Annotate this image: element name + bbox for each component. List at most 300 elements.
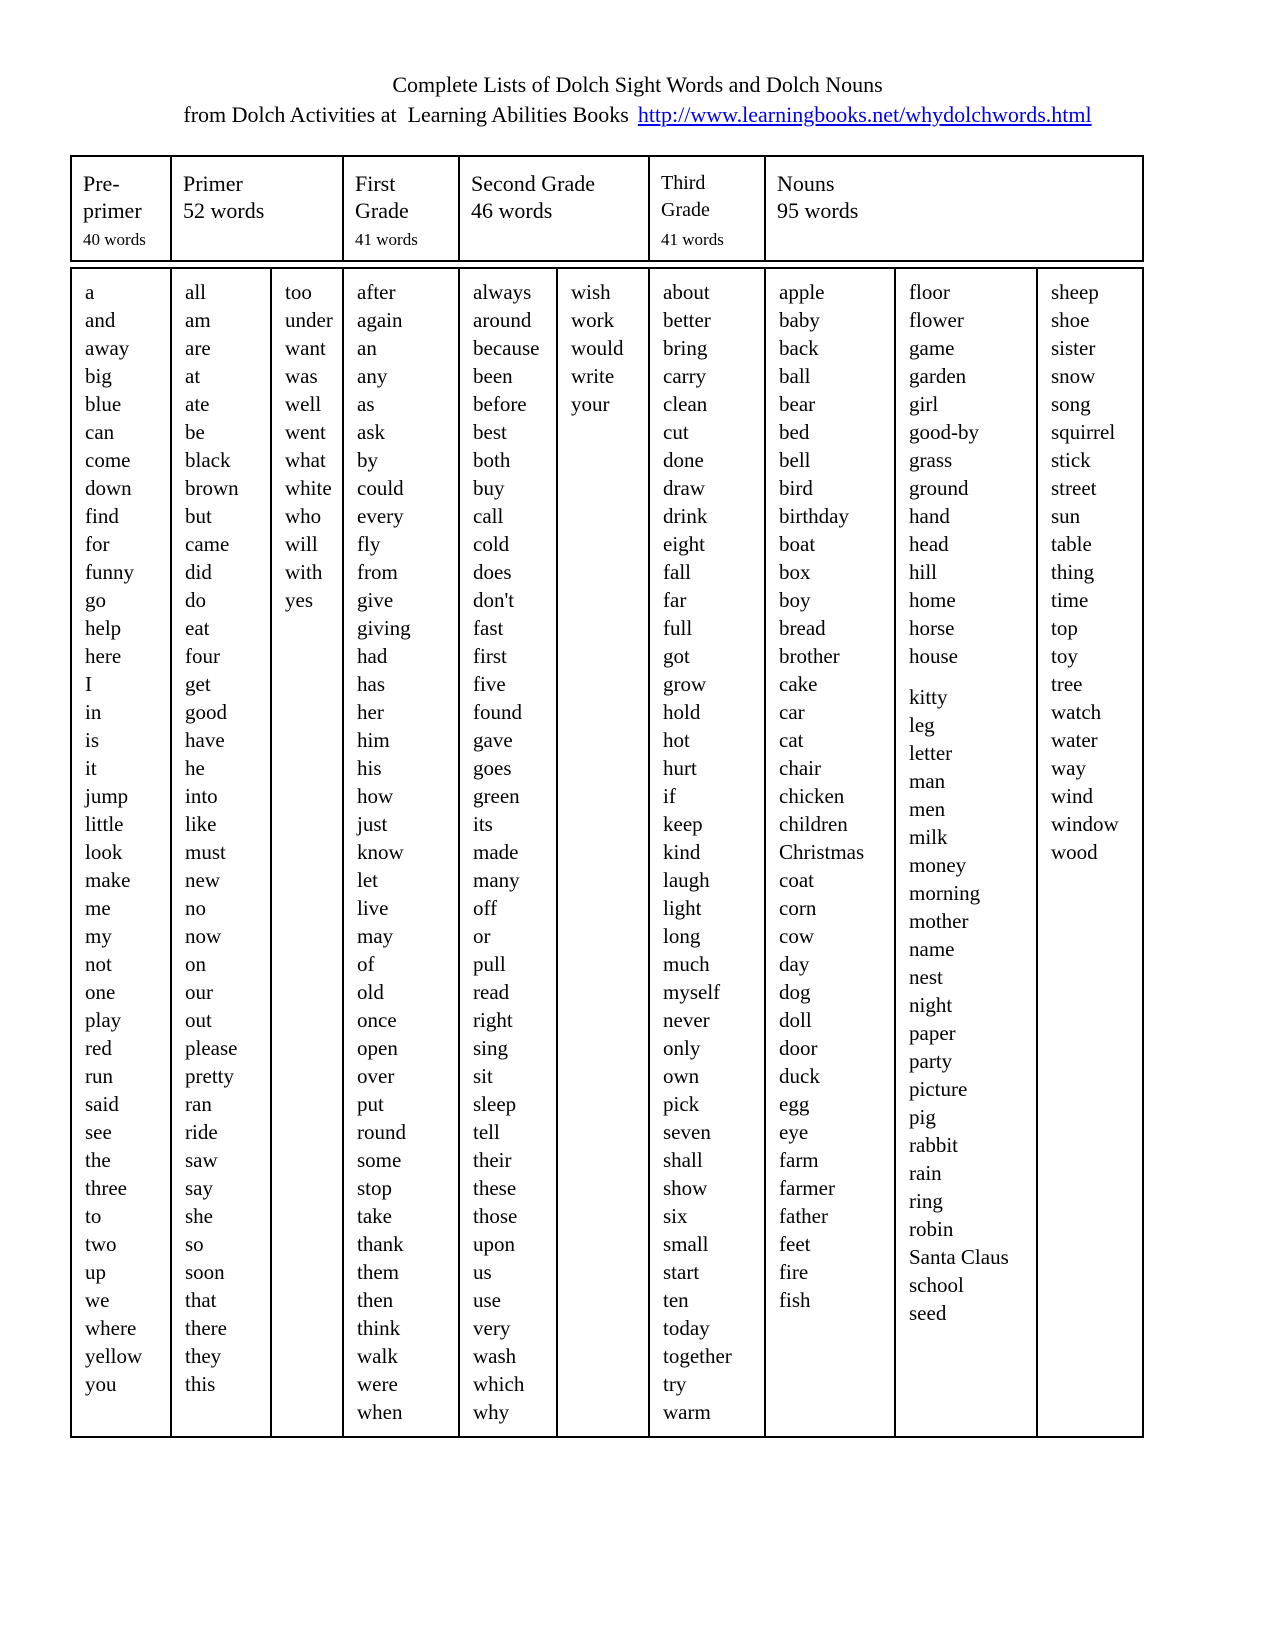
word-item: said [85, 1092, 119, 1116]
word-item: how [357, 784, 394, 808]
word-item: can [85, 420, 115, 444]
word-item: milk [909, 825, 948, 849]
word-item: game [909, 336, 955, 360]
word-item: goes [473, 756, 512, 780]
word-item: any [357, 364, 388, 388]
word-item: open [357, 1036, 398, 1060]
word-item: is [85, 728, 100, 752]
word-item: off [473, 896, 498, 920]
word-item: now [185, 924, 222, 948]
word-item: keep [663, 812, 703, 836]
word-item: they [185, 1344, 222, 1368]
word-item: sister [1051, 336, 1096, 360]
word-item: well [285, 392, 322, 416]
word-item: money [909, 853, 967, 877]
word-item: play [85, 1008, 122, 1032]
word-item: on [185, 952, 206, 976]
column-header-first-grade [344, 157, 460, 260]
word-item: all [185, 280, 206, 304]
word-item: home [909, 588, 956, 612]
word-item: eight [663, 532, 705, 556]
word-item: pick [663, 1092, 700, 1116]
word-item: way [1051, 756, 1086, 780]
word-item: new [185, 868, 220, 892]
word-item: say [185, 1176, 213, 1200]
word-item: many [473, 868, 520, 892]
word-item: where [85, 1316, 137, 1340]
word-item: here [85, 644, 122, 668]
word-item: jump [85, 784, 129, 808]
word-item: use [473, 1288, 501, 1312]
word-item: four [185, 644, 220, 668]
word-item: school [909, 1273, 964, 1297]
word-item: one [85, 980, 116, 1004]
word-item: table [1051, 532, 1092, 556]
word-item: make [85, 868, 131, 892]
word-item: grass [909, 448, 953, 472]
word-item: red [85, 1036, 112, 1060]
column-title-line: First [355, 171, 396, 196]
word-item: hold [663, 700, 701, 724]
word-item: girl [909, 392, 939, 416]
word-item: own [663, 1064, 700, 1088]
word-list-first-grade-1 [344, 269, 460, 1436]
word-item: once [357, 1008, 397, 1032]
column-header-third-grade [650, 157, 766, 260]
word-item: door [779, 1036, 818, 1060]
word-item: kind [663, 840, 701, 864]
word-item: like [185, 812, 217, 836]
word-item: horse [909, 616, 955, 640]
word-item: drink [663, 504, 708, 528]
word-item: children [779, 812, 848, 836]
word-item: very [473, 1316, 511, 1340]
word-item: soon [185, 1260, 225, 1284]
word-item: watch [1051, 700, 1102, 724]
word-item: bed [779, 420, 810, 444]
table-header-row [70, 155, 1144, 262]
word-item: feet [779, 1232, 811, 1256]
word-item: so [185, 1232, 204, 1256]
word-item: want [285, 336, 326, 360]
word-item: fire [779, 1260, 809, 1284]
word-item: try [663, 1372, 687, 1396]
word-item: shoe [1051, 308, 1090, 332]
word-item: coat [779, 868, 814, 892]
word-item: eye [779, 1120, 809, 1144]
page-subtitle [0, 100, 1275, 130]
word-list-nouns-1 [766, 269, 896, 1436]
word-item: egg [779, 1092, 810, 1116]
word-item: hot [663, 728, 690, 752]
word-item: morning [909, 881, 981, 905]
column-title-line: primer [83, 198, 142, 223]
word-item: fish [779, 1288, 811, 1312]
word-item: at [185, 364, 201, 388]
word-item: too [285, 280, 312, 304]
word-item: about [663, 280, 710, 304]
word-item: green [473, 784, 520, 808]
word-item: our [185, 980, 213, 1004]
word-item: toy [1051, 644, 1078, 668]
word-item: give [357, 588, 394, 612]
word-item: seed [909, 1301, 947, 1325]
word-item: always [473, 280, 532, 304]
word-item: blue [85, 392, 122, 416]
word-item: hand [909, 504, 950, 528]
word-item: time [1051, 588, 1089, 612]
word-item: around [473, 308, 532, 332]
table-body-row [70, 267, 1144, 1438]
word-item: he [185, 756, 205, 780]
word-item: look [85, 840, 123, 864]
word-item: she [185, 1204, 213, 1228]
word-item: together [663, 1344, 732, 1368]
word-item: to [85, 1204, 102, 1228]
word-item: out [185, 1008, 212, 1032]
word-item: cut [663, 420, 689, 444]
word-item: I [85, 672, 92, 696]
word-item: must [185, 840, 226, 864]
column-title-line: Grade [355, 198, 409, 223]
word-item: who [285, 504, 322, 528]
word-item: why [473, 1400, 510, 1424]
word-item: much [663, 952, 710, 976]
word-item: house [909, 644, 958, 668]
word-item: hill [909, 560, 938, 584]
word-item: head [909, 532, 949, 556]
word-item: there [185, 1316, 227, 1340]
word-item: warm [663, 1400, 711, 1424]
word-item: because [473, 336, 540, 360]
word-item: into [185, 784, 218, 808]
word-item: yes [285, 588, 313, 612]
word-item: apple [779, 280, 825, 304]
word-item: we [85, 1288, 110, 1312]
word-item: light [663, 896, 702, 920]
word-item: my [85, 924, 112, 948]
word-item: some [357, 1148, 402, 1172]
word-item: pig [909, 1105, 936, 1129]
word-item: see [85, 1120, 112, 1144]
word-item: which [473, 1372, 525, 1396]
word-item: its [473, 812, 493, 836]
word-item: laugh [663, 868, 710, 892]
word-item: ran [185, 1092, 212, 1116]
word-item: have [185, 728, 225, 752]
column-word-count: 95 words [777, 198, 859, 223]
word-item: street [1051, 476, 1097, 500]
word-item: just [357, 812, 388, 836]
word-item: rabbit [909, 1133, 958, 1157]
word-item: garden [909, 364, 967, 388]
word-item: away [85, 336, 130, 360]
word-item: an [357, 336, 377, 360]
word-item: best [473, 420, 507, 444]
word-item: top [1051, 616, 1078, 640]
word-item: cow [779, 924, 814, 948]
word-item: work [571, 308, 615, 332]
word-item: black [185, 448, 231, 472]
word-item: clean [663, 392, 708, 416]
word-item: take [357, 1204, 392, 1228]
word-item: doll [779, 1008, 812, 1032]
word-item: draw [663, 476, 705, 500]
word-item: come [85, 448, 131, 472]
column-word-count: 46 words [471, 198, 553, 223]
word-list-primer-2 [272, 269, 344, 1436]
word-item: let [357, 868, 378, 892]
word-item: write [571, 364, 615, 388]
word-item: wish [571, 280, 611, 304]
word-item: run [85, 1064, 113, 1088]
word-item: ground [909, 476, 969, 500]
word-item: ten [663, 1288, 689, 1312]
column-header-pre-primer [72, 157, 172, 260]
word-item: squirrel [1051, 420, 1116, 444]
word-item: by [357, 448, 378, 472]
word-item: up [85, 1260, 106, 1284]
word-item: myself [663, 980, 721, 1004]
word-item: no [185, 896, 206, 920]
column-title-line: Third [661, 172, 706, 194]
word-item: floor [909, 280, 950, 304]
word-item: robin [909, 1217, 954, 1241]
word-item: brother [779, 644, 840, 668]
word-item: gave [473, 728, 513, 752]
word-item: every [357, 504, 404, 528]
word-item: before [473, 392, 527, 416]
word-item: had [357, 644, 388, 668]
word-item: thing [1051, 560, 1095, 584]
word-item: sheep [1051, 280, 1099, 304]
word-item: from [357, 560, 398, 584]
word-item: help [85, 616, 122, 640]
word-item: bear [779, 392, 816, 416]
word-item: came [185, 532, 230, 556]
word-item: yellow [85, 1344, 143, 1368]
word-item: it [85, 756, 97, 780]
word-item: Santa Claus [909, 1245, 1009, 1269]
word-item: bird [779, 476, 813, 500]
column-title-line: Nouns [777, 171, 835, 196]
word-item: corn [779, 896, 817, 920]
word-item: did [185, 560, 212, 584]
word-item: shall [663, 1148, 703, 1172]
word-item: good [185, 700, 227, 724]
word-item: bring [663, 336, 708, 360]
word-item: birthday [779, 504, 849, 528]
word-item: grow [663, 672, 707, 696]
word-item: are [185, 336, 211, 360]
word-item: flower [909, 308, 964, 332]
word-item: got [663, 644, 690, 668]
word-item: this [185, 1372, 216, 1396]
word-item: upon [473, 1232, 515, 1256]
word-item: water [1051, 728, 1098, 752]
word-item: box [779, 560, 811, 584]
word-item: show [663, 1176, 708, 1200]
word-item: hurt [663, 756, 697, 780]
word-item: if [663, 784, 676, 808]
word-item: please [185, 1036, 238, 1060]
word-item: leg [909, 713, 935, 737]
word-item: of [357, 952, 375, 976]
word-item: the [85, 1148, 111, 1172]
word-item: long [663, 924, 701, 948]
word-item: wash [473, 1344, 517, 1368]
column-header-second-grade [460, 157, 650, 260]
word-item: after [357, 280, 396, 304]
word-item: seven [663, 1120, 711, 1144]
word-item: or [473, 924, 491, 948]
word-item: sit [473, 1064, 493, 1088]
dolch-words-link[interactable]: http://www.learningbooks.net/whydolchwords.html [637, 102, 1092, 127]
word-item: his [357, 756, 382, 780]
word-item: party [909, 1049, 953, 1073]
word-item: fly [357, 532, 381, 556]
word-item: him [357, 728, 390, 752]
word-item: big [85, 364, 112, 388]
document-header [0, 0, 1275, 130]
word-item: cake [779, 672, 818, 696]
word-item: snow [1051, 364, 1096, 388]
word-item: man [909, 769, 946, 793]
word-item: cold [473, 532, 510, 556]
word-item: fall [663, 560, 691, 584]
word-item: paper [909, 1021, 956, 1045]
word-item: found [473, 700, 522, 724]
word-item: what [285, 448, 326, 472]
word-item: both [473, 448, 511, 472]
word-item: car [779, 700, 805, 724]
word-item: them [357, 1260, 399, 1284]
word-item: would [571, 336, 624, 360]
word-item: chicken [779, 784, 845, 808]
word-item: dog [779, 980, 811, 1004]
word-item: call [473, 504, 504, 528]
word-item: duck [779, 1064, 820, 1088]
word-item: not [85, 952, 112, 976]
word-item: live [357, 896, 389, 920]
word-item: with [285, 560, 323, 584]
word-item: far [663, 588, 687, 612]
word-item: pretty [185, 1064, 234, 1088]
word-item: good-by [909, 420, 979, 444]
column-word-count: 41 words [661, 230, 724, 249]
word-list-second-grade-1 [460, 269, 558, 1436]
word-item: that [185, 1288, 217, 1312]
word-item: only [663, 1036, 701, 1060]
word-list-primer-1 [172, 269, 272, 1436]
word-item: ball [779, 364, 811, 388]
word-item: father [779, 1204, 828, 1228]
word-item: giving [357, 616, 411, 640]
word-item: stop [357, 1176, 393, 1200]
word-item: two [85, 1232, 117, 1256]
word-item: cat [779, 728, 804, 752]
word-item: white [285, 476, 332, 500]
column-title-line: Primer [183, 171, 243, 196]
word-item: but [185, 504, 212, 528]
word-item: find [85, 504, 119, 528]
word-item: today [663, 1316, 710, 1340]
word-item: men [909, 797, 946, 821]
word-item: funny [85, 560, 134, 584]
word-item: full [663, 616, 693, 640]
word-item: ate [185, 392, 210, 416]
word-item: when [357, 1400, 403, 1424]
word-list-pre-primer-1 [72, 269, 172, 1436]
word-item: been [473, 364, 513, 388]
word-item: farm [779, 1148, 819, 1172]
word-item: baby [779, 308, 820, 332]
word-item: and [85, 308, 116, 332]
word-item: wood [1051, 840, 1098, 864]
word-list-nouns-2 [896, 269, 1038, 1436]
word-item: eat [185, 616, 210, 640]
word-item: round [357, 1120, 406, 1144]
word-item: in [85, 700, 102, 724]
column-word-count: 41 words [355, 230, 418, 249]
word-item: thank [357, 1232, 404, 1256]
word-item: tree [1051, 672, 1083, 696]
word-list-nouns-3 [1038, 269, 1142, 1436]
word-item: go [85, 588, 106, 612]
word-item: bread [779, 616, 826, 640]
subtitle-text: from Dolch Activities at Learning Abilities Books [183, 102, 629, 127]
word-item: as [357, 392, 375, 416]
dolch-word-table [70, 155, 1144, 1438]
word-item: their [473, 1148, 512, 1172]
column-title-line: Grade [661, 199, 710, 221]
word-item: those [473, 1204, 518, 1228]
word-item: get [185, 672, 211, 696]
word-item: will [285, 532, 318, 556]
word-item: done [663, 448, 704, 472]
word-item: first [473, 644, 507, 668]
word-item: boy [779, 588, 811, 612]
word-item: a [85, 280, 95, 304]
word-item: ring [909, 1189, 943, 1213]
word-list-second-grade-2 [558, 269, 650, 1436]
word-item: ride [185, 1120, 218, 1144]
word-list-third-grade-1 [650, 269, 766, 1436]
column-title-line: Pre- [83, 171, 120, 196]
word-item: little [85, 812, 124, 836]
word-item: sleep [473, 1092, 517, 1116]
word-item: don't [473, 588, 515, 612]
word-item: stick [1051, 448, 1091, 472]
word-item: picture [909, 1077, 968, 1101]
word-item: old [357, 980, 384, 1004]
word-item: these [473, 1176, 517, 1200]
word-item: Christmas [779, 840, 865, 864]
word-item: under [285, 308, 333, 332]
word-item: made [473, 840, 519, 864]
word-item: walk [357, 1344, 398, 1368]
word-item: sing [473, 1036, 509, 1060]
word-item: me [85, 896, 111, 920]
column-word-count: 52 words [183, 198, 265, 223]
word-item: rain [909, 1161, 942, 1185]
word-item: put [357, 1092, 384, 1116]
word-item: pull [473, 952, 506, 976]
word-item: could [357, 476, 404, 500]
word-item: brown [185, 476, 239, 500]
word-item: kitty [909, 685, 948, 709]
word-item: her [357, 700, 384, 724]
